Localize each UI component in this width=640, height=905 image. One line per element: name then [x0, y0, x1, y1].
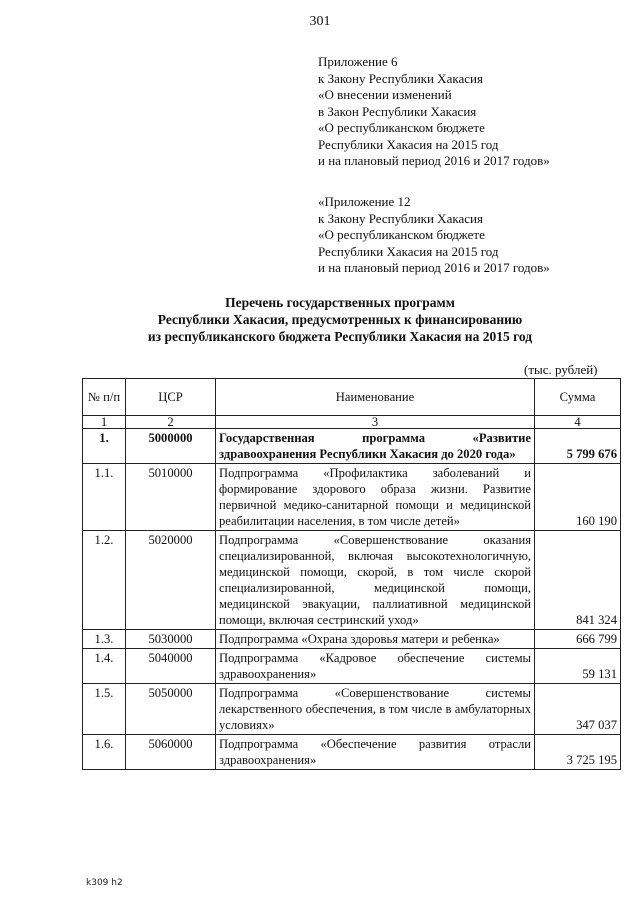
- row-name: Подпрограмма «Совершенствование оказания специализированной, включая высокотехнологичную, медицинской помощи, скорой, в том числе скорой специализированной, медицинской помощи, медицинской эвакуации, паллиативной медицинской помощи, включая сестринский уход»: [216, 531, 535, 630]
- appendix-line: в Закон Республики Хакасия: [318, 103, 477, 119]
- title-line: Перечень государственных программ: [225, 295, 455, 310]
- table-row: [83, 429, 621, 464]
- row-name: Подпрограмма «Профилактика заболеваний и формирование здорового образа жизни. Развитие первичной медико-санитарной помощи и медицинской реабилитации населения, в том числе детей»: [216, 464, 535, 531]
- row-sum: 5 799 676: [535, 429, 621, 464]
- row-csr: 5040000: [126, 649, 216, 684]
- row-csr: 5010000: [126, 464, 216, 531]
- row-sum: 666 799: [535, 630, 621, 649]
- row-name: Подпрограмма «Обеспечение развития отрасли здравоохранения»: [216, 735, 535, 770]
- table-row: [83, 531, 621, 630]
- appendix-line: к Закону Республики Хакасия: [318, 210, 483, 226]
- row-csr: 5020000: [126, 531, 216, 630]
- row-name: Государственная программа «Развитие здравоохранения Республики Хакасия до 2020 года»: [216, 429, 535, 464]
- appendix-line: «О внесении изменений: [318, 87, 452, 102]
- appendix-line: и на плановый период 2016 и 2017 годов»: [318, 153, 550, 168]
- footer-code: k309 h2: [86, 878, 123, 888]
- index-cell: 3: [216, 416, 535, 429]
- row-num: 1.1.: [83, 464, 126, 531]
- appendix-line: Республики Хакасия на 2015 год: [318, 136, 499, 152]
- appendix-line: «О республиканском бюджете: [318, 120, 485, 135]
- row-csr: 5000000: [126, 429, 216, 464]
- row-csr: 5060000: [126, 735, 216, 770]
- header-num: № п/п: [83, 379, 126, 416]
- row-num: 1.2.: [83, 531, 126, 630]
- row-sum: 841 324: [535, 531, 621, 630]
- index-cell: 4: [535, 416, 621, 429]
- table-row: [83, 649, 621, 684]
- appendix-12-caption: [318, 194, 550, 277]
- row-sum: 347 037: [535, 684, 621, 735]
- row-name: Подпрограмма «Охрана здоровья матери и ребенка»: [216, 630, 535, 649]
- row-csr: 5050000: [126, 684, 216, 735]
- appendix-line: Приложение 6: [318, 54, 398, 69]
- row-sum: 59 131: [535, 649, 621, 684]
- index-cell: 2: [126, 416, 216, 429]
- appendix-line: и на плановый период 2016 и 2017 годов»: [318, 260, 550, 275]
- row-name: Подпрограмма «Кадровое обеспечение системы здравоохранения»: [216, 649, 535, 684]
- row-sum: 3 725 195: [535, 735, 621, 770]
- table-row: [83, 684, 621, 735]
- page-number: 301: [309, 14, 331, 29]
- table-header-row: [83, 379, 621, 416]
- appendix-line: Республики Хакасия на 2015 год: [318, 243, 499, 259]
- row-num: 1.6.: [83, 735, 126, 770]
- row-num: 1.3.: [83, 630, 126, 649]
- row-num: 1.5.: [83, 684, 126, 735]
- row-sum: 160 190: [535, 464, 621, 531]
- appendix-line: «Приложение 12: [318, 194, 411, 209]
- row-num: 1.: [83, 429, 126, 464]
- row-csr: 5030000: [126, 630, 216, 649]
- table-index-row: [83, 416, 621, 429]
- title-line: из республиканского бюджета Республики Хакасия на 2015 год: [147, 329, 533, 344]
- table-row: [83, 630, 621, 649]
- programs-table: [82, 378, 621, 770]
- title-line: Республики Хакасия, предусмотренных к финансированию: [157, 312, 523, 327]
- header-name: Наименование: [216, 379, 535, 416]
- row-num: 1.4.: [83, 649, 126, 684]
- document-title: [80, 294, 600, 345]
- index-cell: 1: [83, 416, 126, 429]
- header-sum: Сумма: [535, 379, 621, 416]
- table-row: [83, 464, 621, 531]
- appendix-6-caption: [318, 54, 550, 170]
- units-label: (тыс. рублей): [524, 362, 598, 377]
- appendix-line: «О республиканском бюджете: [318, 227, 485, 242]
- row-name: Подпрограмма «Совершенствование системы лекарственного обеспечения, в том числе в амбулаторных условиях»: [216, 684, 535, 735]
- appendix-line: к Закону Республики Хакасия: [318, 70, 483, 86]
- header-csr: ЦСР: [126, 379, 216, 416]
- table-row: [83, 735, 621, 770]
